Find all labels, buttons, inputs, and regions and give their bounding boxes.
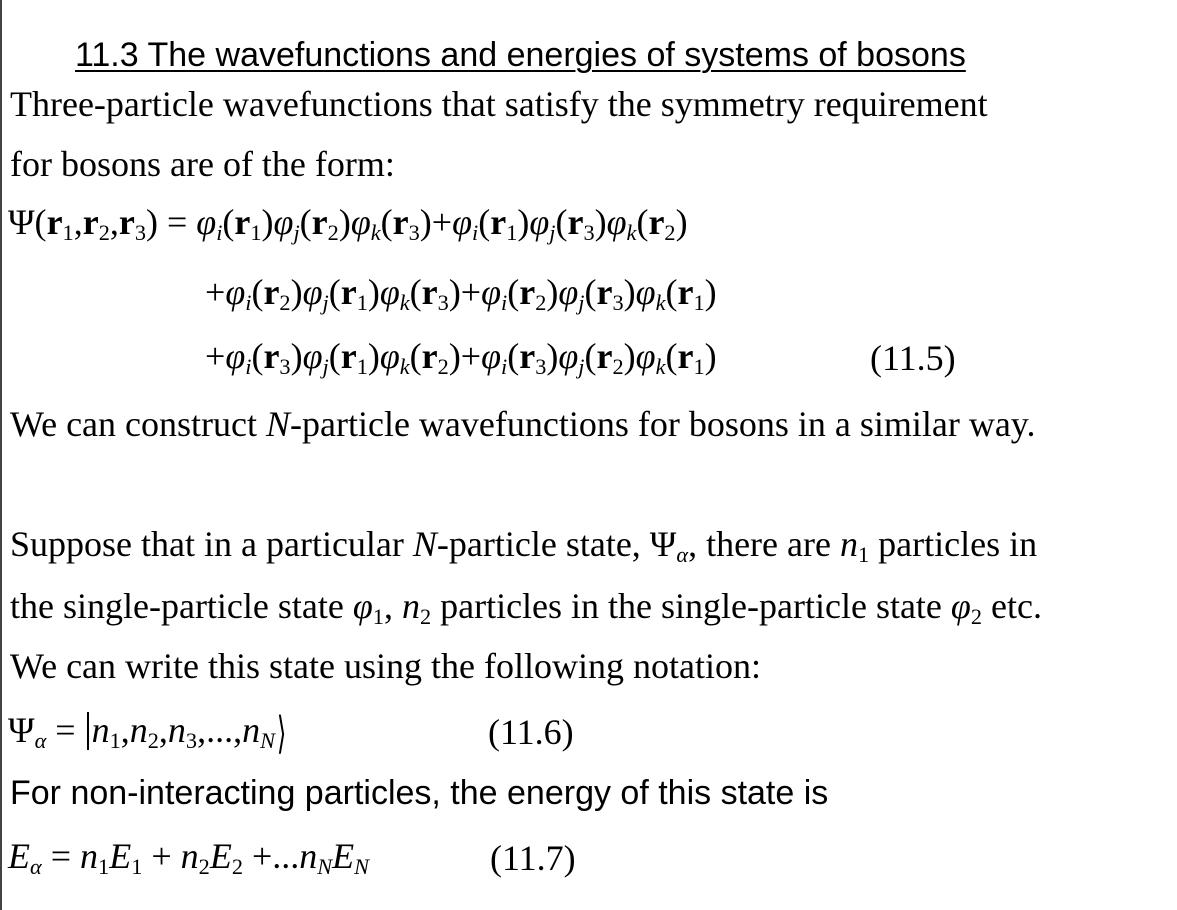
para2: We can construct N-particle wavefunctions for bosons in a similar way. bbox=[10, 404, 1036, 444]
eq-11-5-row2: $+\varphi_i(r_2)\varphi_j(r_1)\varphi_k(r_3)+\varphi_i(r_2)\varphi_j(r_3)\varphi_k(r_1)$ bbox=[205, 272, 717, 316]
ket-angle: ⟩ bbox=[276, 709, 287, 758]
para3-line1: Suppose that in a particular N-particle state, $\Psi_\alpha$, there are $n_1$ particles in bbox=[10, 524, 1038, 568]
eq-11-6-number: (11.6) bbox=[488, 712, 574, 752]
eq-11-6: $\Psi_\alpha$ = $n_1,n_2,n_3,...,n_N⟩$ bbox=[8, 709, 287, 758]
eq-11-7: $E_\alpha = n_1E_1 + n_2E_2 +...n_NE_N$ bbox=[8, 836, 370, 880]
para1-line1: Three-particle wavefunctions that satisfy the symmetry requirement bbox=[10, 84, 988, 124]
eq-11-5-number: (11.5) bbox=[870, 338, 956, 378]
para4: For non-interacting particles, the energy of this state is bbox=[10, 774, 829, 812]
para3-line2: the single-particle state $\varphi_1$, $n_2$ particles in the single-particle state $\varphi_2$ etc. bbox=[10, 586, 1042, 630]
eq-11-5-row3: $+\varphi_i(r_3)\varphi_j(r_1)\varphi_k(r_2)+\varphi_i(r_3)\varphi_j(r_2)\varphi_k(r_1)$ bbox=[205, 336, 717, 380]
para1-line2: for bosons are of the form: bbox=[10, 144, 395, 184]
eq-11-5-row1: $\Psi(r_1,r_2,r_3) = \varphi_i(r_1)\varphi_j(r_2)\varphi_k(r_3)+\varphi_i(r_1)\varphi_j(r_3)\varphi_k(r_2)$ bbox=[8, 202, 688, 246]
ket-bar bbox=[87, 712, 89, 750]
section-title: 11.3 The wavefunctions and energies of systems of bosons bbox=[75, 36, 966, 74]
eq-11-7-number: (11.7) bbox=[490, 838, 576, 878]
para3-line3: We can write this state using the following notation: bbox=[10, 646, 761, 686]
